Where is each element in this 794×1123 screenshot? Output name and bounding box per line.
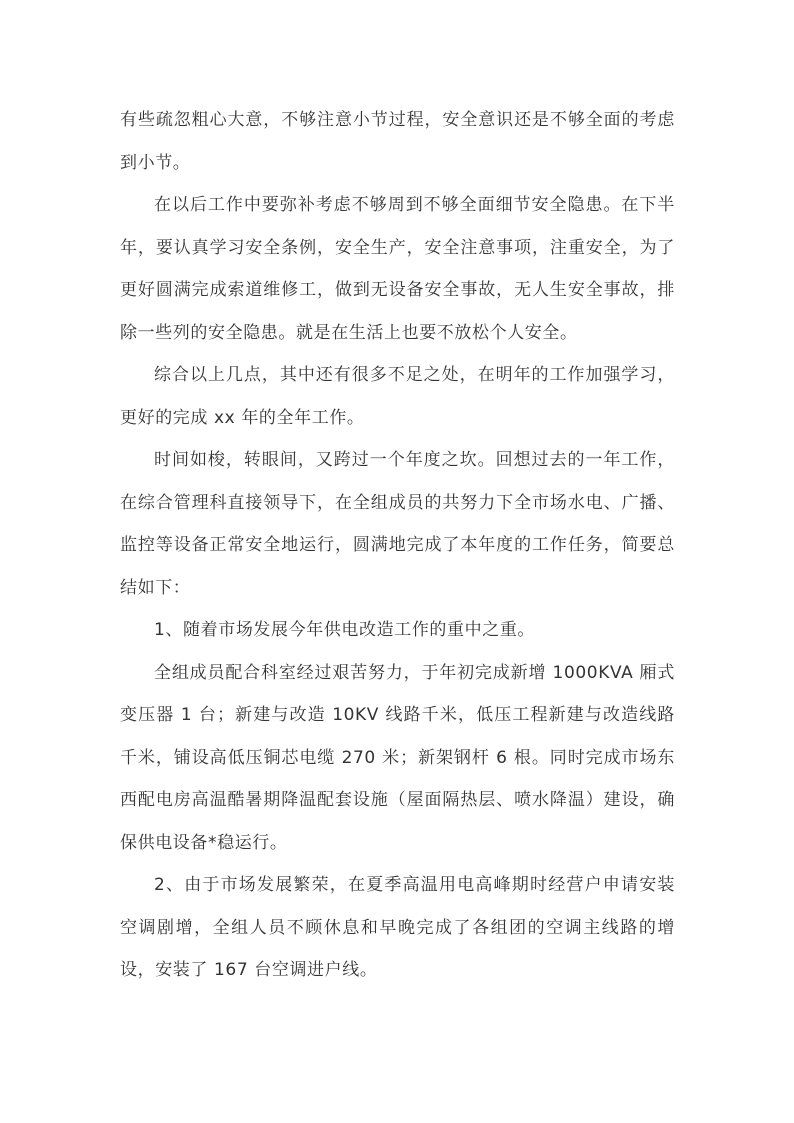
paragraph-5: 1、随着市场发展今年供电改造工作的重中之重。 bbox=[154, 620, 536, 640]
paragraph-2: 在以后工作中要弥补考虑不够周到不够全面细节安全隐患。在下半年，要认真学习安全条例，安全生产，安全注意事项，注重安全，为了更好圆满完成索道维修工，做到无设备安全事故，无人生安全事故，排除一些列的安全隐患。就是在生活上也要不放松个人安全。 bbox=[120, 195, 675, 343]
paragraph-3: 综合以上几点，其中还有很多不足之处，在明年的工作加强学习，更好的完成 xx 年的全年工作。 bbox=[120, 365, 675, 428]
paragraph-6: 全组成员配合科室经过艰苦努力，于年初完成新增 1000KVA 厢式变压器 1 台；新建与改造 10KV 线路千米，低压工程新建与改造线路千米，铺设高低压铜芯电缆 270 米；新架钢杆 6 根。同时完成市场东西配电房高温酷暑期降温配套设施（屋面隔热层、喷水降温）建设，确保供电设备*稳运行。 bbox=[120, 662, 675, 853]
paragraph-1: 有些疏忽粗心大意，不够注意小节过程，安全意识还是不够全面的考虑到小节。 bbox=[120, 110, 675, 173]
paragraph-4: 时间如梭，转眼间，又跨过一个年度之坎。回想过去的一年工作，在综合管理科直接领导下，在全组成员的共努力下全市场水电、广播、监控等设备正常安全地运行，圆满地完成了本年度的工作任务，简要总结如下： bbox=[120, 450, 675, 598]
document-body bbox=[120, 99, 675, 992]
paragraph-7: 2、由于市场发展繁荣，在夏季高温用电高峰期时经营户申请安装空调剧增，全组人员不顾休息和早晚完成了各组团的空调主线路的增设，安装了 167 台空调进户线。 bbox=[120, 875, 675, 980]
